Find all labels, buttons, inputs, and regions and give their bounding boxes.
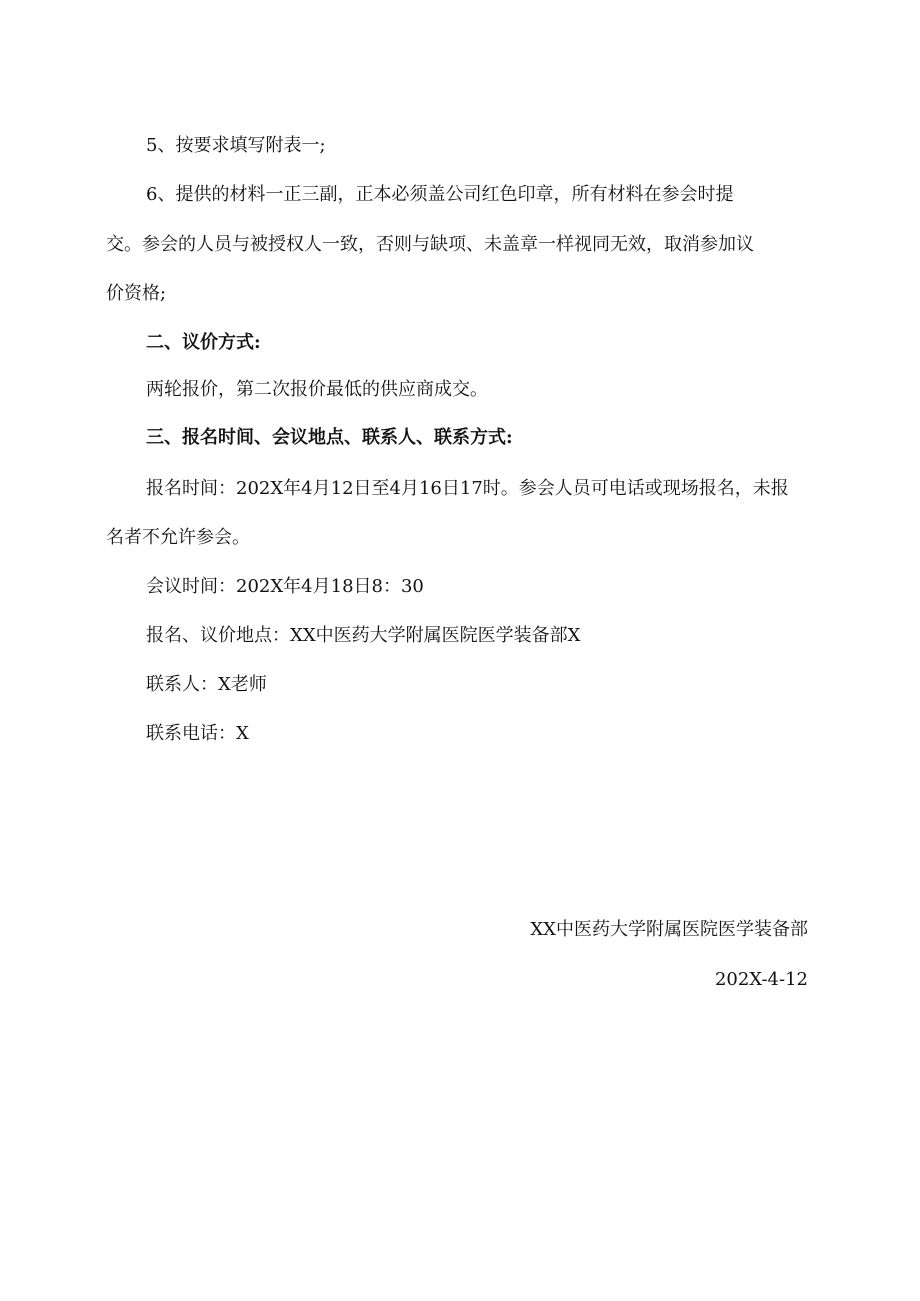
contact-phone: 联系电话：X [146,723,249,744]
meeting-location: 报名、议价地点：XX中医药大学附属医院医学装备部X [146,625,581,646]
registration-time-line-1: 报名时间：202X年4月12日至4月16日17时。参会人员可电话或现场报名，未报 [146,478,789,499]
item-6-line-3: 价资格; [106,283,167,304]
meeting-time: 会议时间：202X年4月18日8：30 [146,576,424,597]
registration-time-line-2: 名者不允许参会。 [106,527,250,548]
item-6-line-2: 交。参会的人员与被授权人一致，否则与缺项、未盖章一样视同无效，取消参加议 [106,234,754,255]
contact-person: 联系人：X老师 [146,674,267,695]
section-3-heading: 三、报名时间、会议地点、联系人、联系方式: [146,427,513,448]
item-5: 5、按要求填写附表一; [146,135,326,156]
item-6-line-1: 6、提供的材料一正三副，正本必须盖公司红色印章，所有材料在参会时提 [146,184,734,205]
section-2-body: 两轮报价，第二次报价最低的供应商成交。 [146,379,488,400]
signature-organization: XX中医药大学附属医院医学装备部 [530,919,808,940]
signature-date: 202X-4-12 [714,969,808,990]
section-2-heading: 二、议价方式: [146,332,261,353]
